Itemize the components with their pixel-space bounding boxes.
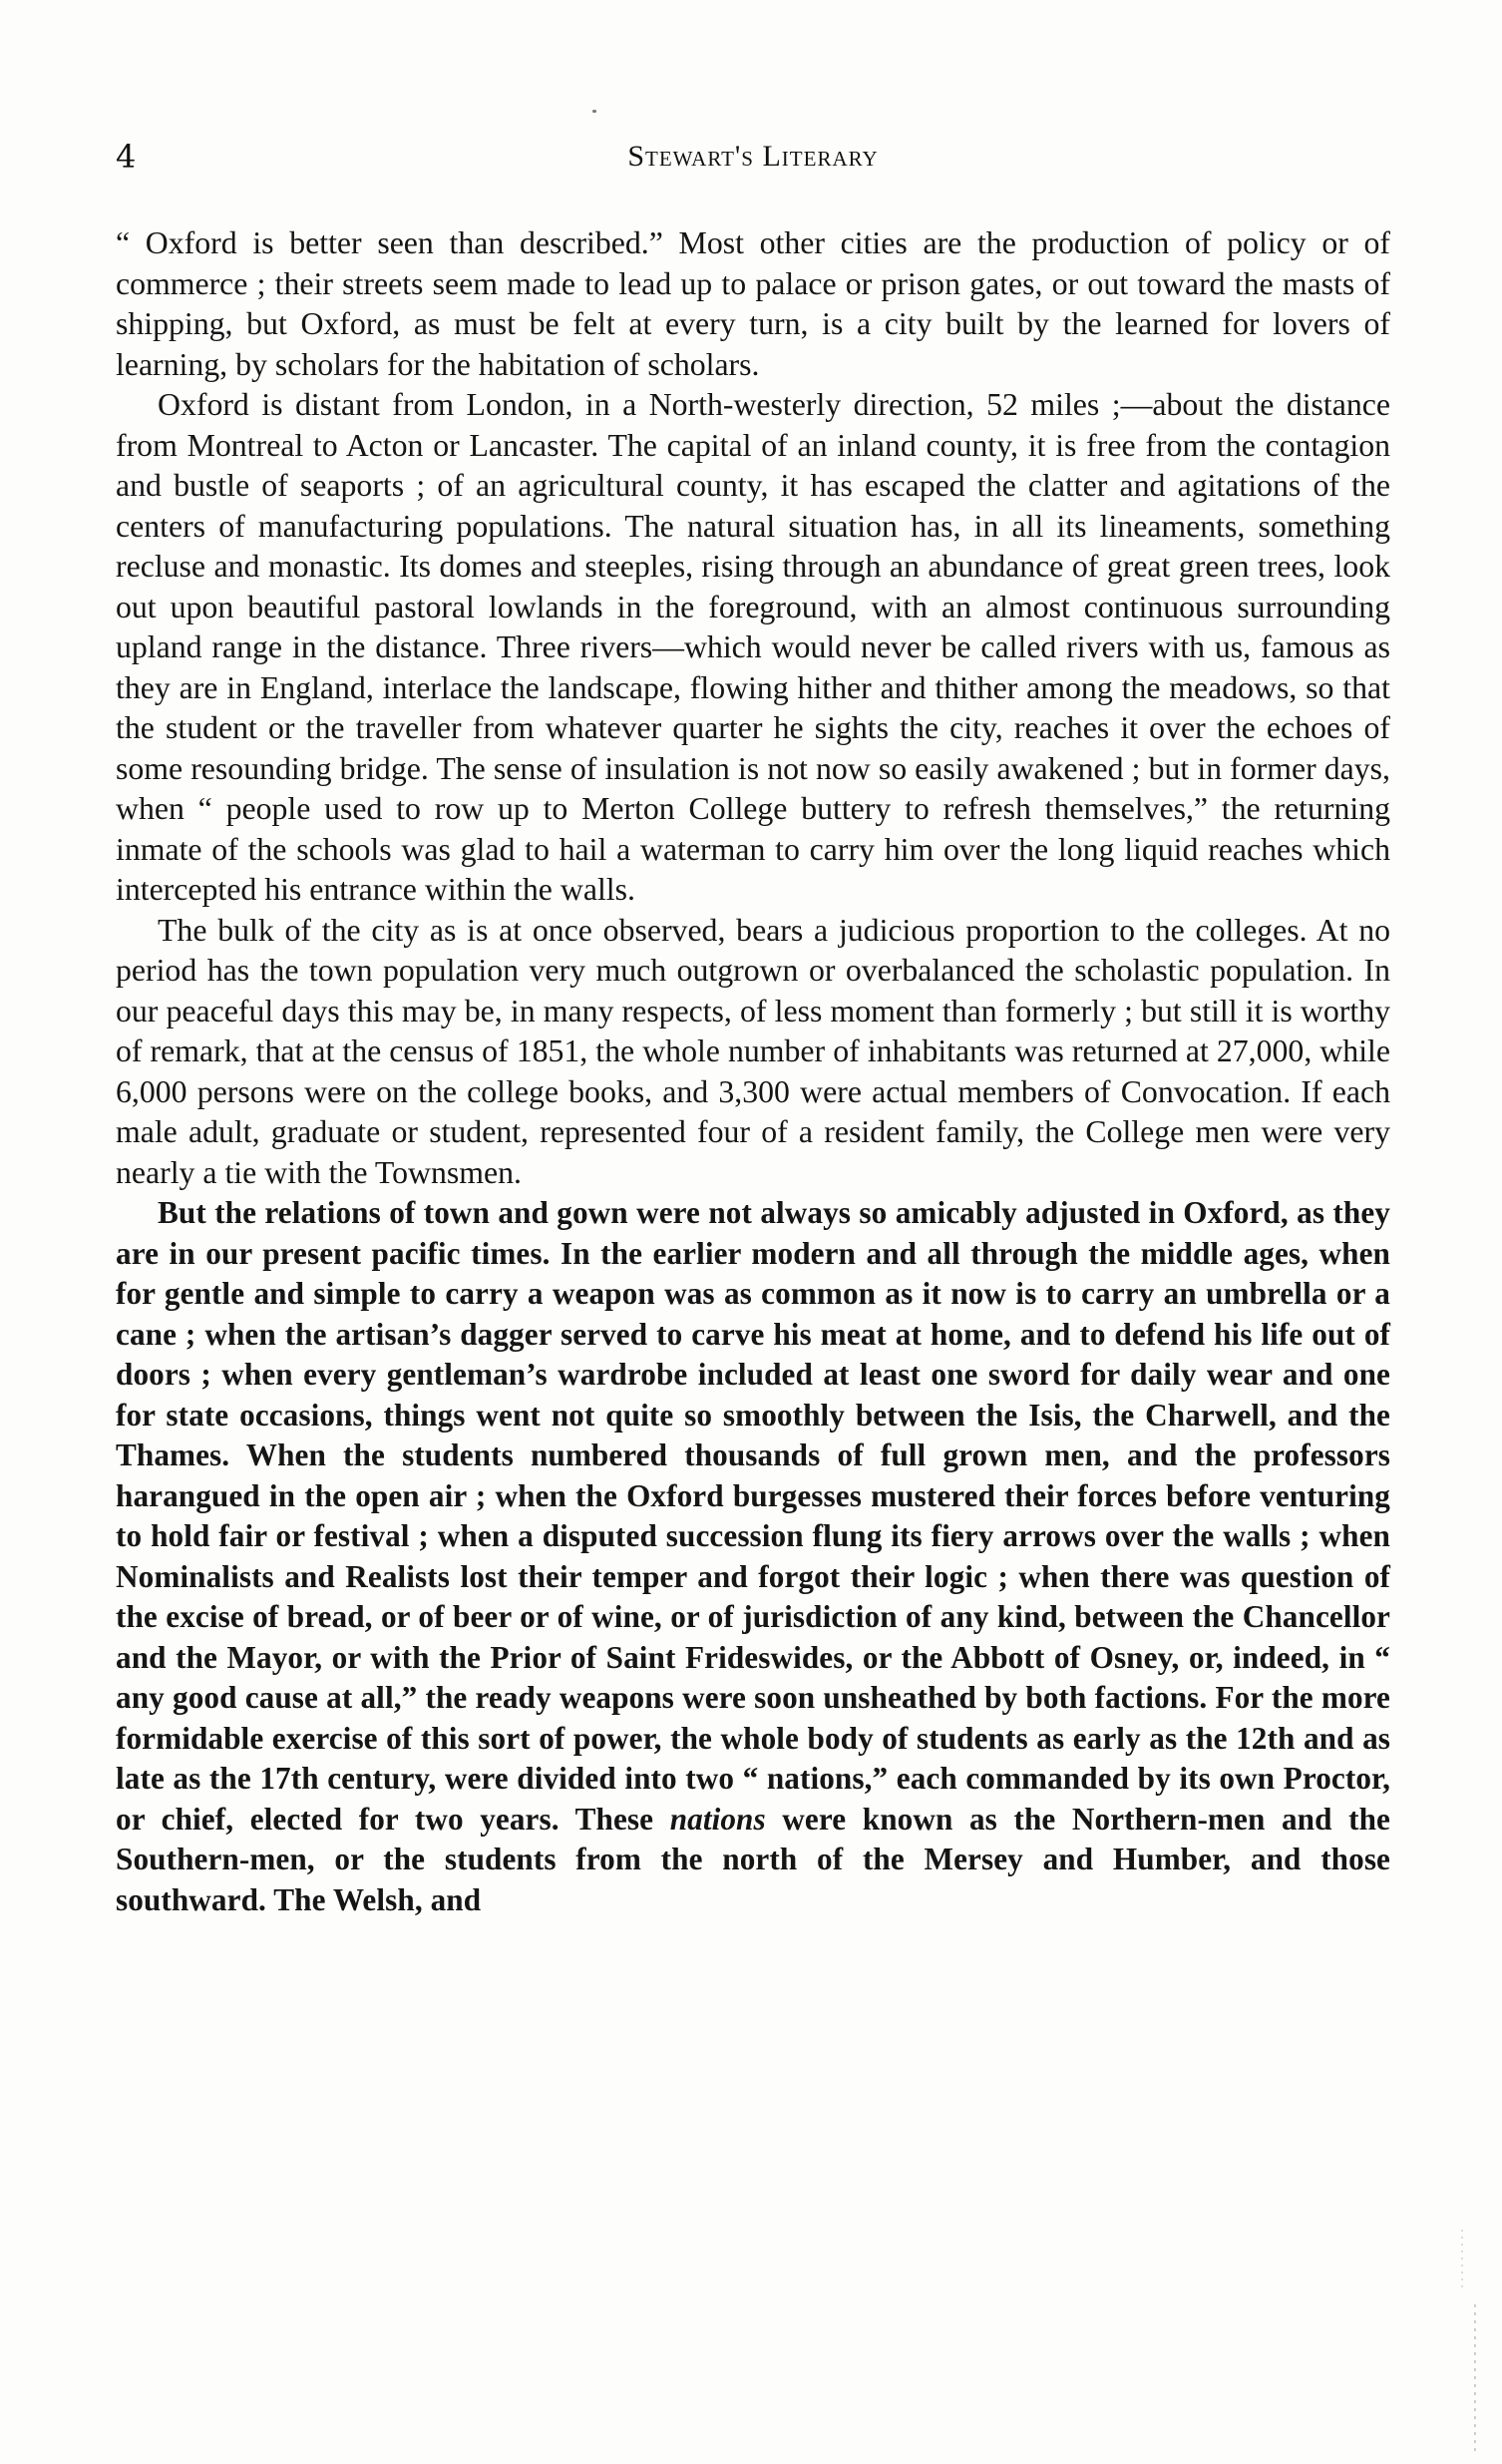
scan-edge-mark	[1474, 2304, 1476, 2454]
running-head: Stewart's Literary	[627, 140, 879, 173]
paragraph-4-italic: nations	[669, 1801, 766, 1837]
page-header	[116, 138, 1390, 178]
paragraph-2: Oxford is distant from London, in a North-westerly direction, 52 miles ;—about the distance from Montreal to Acton or Lancaster. The capital of an inland county, it is free from the contagion and bustle of seaports ; of an agricultural county, it has escaped the clatter and agitations of the centers of manufacturing populations. The natural situation has, in all its lineaments, something recluse and monastic. Its domes and steeples, rising through an abundance of great green trees, look out upon beautiful pastoral lowlands in the foreground, with an almost continuous surrounding upland range in the distance. Three rivers—which would never be called rivers with us, famous as they are in England, interlace the landscape, flowing hither and thither among the meadows, so that the student or the traveller from whatever quarter he sights the city, reaches it over the echoes of some resounding bridge. The sense of insulation is not now so easily awakened ; but in former days, when “ people used to row up to Merton College buttery to refresh themselves,” the returning inmate of the schools was glad to hail a waterman to carry him over the long liquid reaches which intercepted his entrance within the walls.	[116, 387, 1390, 907]
scan-artifact-mark	[1461, 2230, 1463, 2289]
page-number: 4	[116, 138, 137, 176]
body-text	[116, 223, 1390, 1920]
paragraph-4	[116, 1193, 1390, 1920]
paragraph-4-text-b: were known as the Northern-men and the Southern-men, or the students from the north of the Mersey and Humber, and those southward. The Welsh, and	[116, 1801, 1390, 1917]
ink-speck	[592, 110, 596, 113]
paragraph-4-text-a: But the relations of town and gown were not always so amicably adjusted in Oxford, as they are in our present pacific times. In the earlier modern and all through the middle ages, when for gentle and simple to carry a weapon was as common as it now is to carry an umbrella or a cane ; when the artisan’s dagger served to carve his meat at home, and to defend his life out of doors ; when every gentleman’s wardrobe included at least one sword for daily wear and one for state occasions, things went not quite so smoothly between the Isis, the Charwell, and the Thames. When the students numbered thousands of full grown men, and the professors harangued in the open air ; when the Oxford burgesses mustered their forces before venturing to hold fair or festival ; when a disputed succession flung its fiery arrows over the walls ; when Nominalists and Realists lost their temper and forgot their logic ; when there was question of the excise of bread, or of beer or of wine, or of jurisdiction of any kind, between the Chancellor and the Mayor, or with the Prior of Saint Frideswides, or the Abbott of Osney, or, indeed, in “ any good cause at all,” the ready weapons were soon unsheathed by both factions. For the more formidable exercise of this sort of power, the whole body of students as early as the 12th and as late as the 17th century, were divided into two “ nations,” each commanded by its own Proctor, or chief, elected for two years. These	[116, 1195, 1390, 1837]
paragraph-3: The bulk of the city as is at once observed, bears a judicious proportion to the colleges. At no period has the town population very much outgrown or overbalanced the scholastic population. In our peaceful days this may be, in many respects, of less moment than formerly ; but still it is worthy of remark, that at the census of 1851, the whole number of inhabitants was returned at 27,000, while 6,000 persons were on the college books, and 3,300 were actual members of Convocation. If each male adult, graduate or student, represented four of a resident family, the College men were very nearly a tie with the Townsmen.	[116, 912, 1390, 1190]
paragraph-1: “ Oxford is better seen than described.” Most other cities are the production of policy or of commerce ; their streets seem made to lead up to palace or prison gates, or out toward the masts of shipping, but Oxford, as must be felt at every turn, is a city built by the learned for lovers of learning, by scholars for the habitation of scholars.	[116, 225, 1390, 382]
